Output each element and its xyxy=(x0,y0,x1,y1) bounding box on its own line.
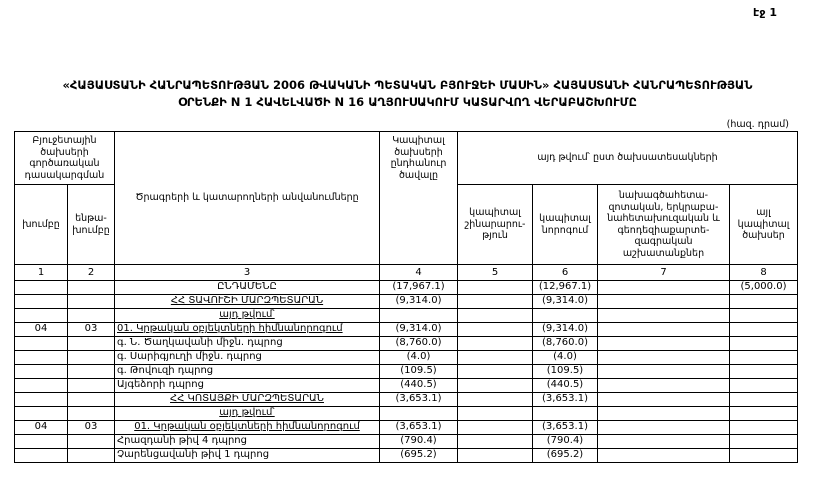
cell-col1 xyxy=(15,309,68,323)
cell-col4: (4.0) xyxy=(380,351,458,365)
cell-col4: (9,314.0) xyxy=(380,295,458,309)
cell-col5 xyxy=(458,365,533,379)
cell-col6: (9,314.0) xyxy=(533,323,598,337)
cell-col6: (9,314.0) xyxy=(533,295,598,309)
column-number-5: 5 xyxy=(458,265,533,281)
cell-col2 xyxy=(68,435,115,449)
table-row xyxy=(15,309,798,323)
cell-col6: (109.5) xyxy=(533,365,598,379)
cell-col8 xyxy=(730,337,798,351)
table-row xyxy=(15,281,798,295)
cell-col1: 04 xyxy=(15,421,68,435)
cell-col5 xyxy=(458,421,533,435)
cell-col7 xyxy=(598,281,730,295)
column-numbers-row xyxy=(15,265,798,281)
cell-col1: 04 xyxy=(15,323,68,337)
cell-col2 xyxy=(68,449,115,463)
column-number-2: 2 xyxy=(68,265,115,281)
cell-col2 xyxy=(68,393,115,407)
cell-col5 xyxy=(458,393,533,407)
cell-col7 xyxy=(598,309,730,323)
cell-col8 xyxy=(730,449,798,463)
header-subgroup: ենթա-խումբը xyxy=(68,185,115,265)
cell-col8 xyxy=(730,365,798,379)
cell-col5 xyxy=(458,281,533,295)
cell-col3: 01. Կրթական օբյեկտների հիմնանորոգում xyxy=(115,421,380,435)
table-row xyxy=(15,393,798,407)
cell-col6: (3,653.1) xyxy=(533,393,598,407)
cell-col8: (5,000.0) xyxy=(730,281,798,295)
header-other-capital: այլ կապիտալ ծախսեր xyxy=(730,185,798,265)
cell-col8 xyxy=(730,379,798,393)
table-row xyxy=(15,365,798,379)
column-number-3: 3 xyxy=(115,265,380,281)
cell-col6: (3,653.1) xyxy=(533,421,598,435)
cell-col4: (3,653.1) xyxy=(380,393,458,407)
cell-col7 xyxy=(598,323,730,337)
cell-col8 xyxy=(730,295,798,309)
cell-col3: այդ թվում՝ xyxy=(115,407,380,421)
cell-col8 xyxy=(730,309,798,323)
cell-col2 xyxy=(68,337,115,351)
cell-col1 xyxy=(15,407,68,421)
cell-col1 xyxy=(15,337,68,351)
cell-col4: (3,653.1) xyxy=(380,421,458,435)
header-functional-classification: Բյուջետային ծախսերի գործառական դասակարգման xyxy=(15,132,115,185)
table-row xyxy=(15,295,798,309)
cell-col5 xyxy=(458,351,533,365)
cell-col2 xyxy=(68,351,115,365)
cell-col6 xyxy=(533,407,598,421)
cell-col3: գ. Թովուզի դպրոց xyxy=(115,365,380,379)
cell-col7 xyxy=(598,295,730,309)
cell-col3: Հրազդանի թիվ 4 դպրոց xyxy=(115,435,380,449)
cell-col2 xyxy=(68,309,115,323)
cell-col2: 03 xyxy=(68,421,115,435)
cell-col6: (12,967.1) xyxy=(533,281,598,295)
document-title xyxy=(0,77,815,111)
header-capital-construction: կապիտալ շինարարու-թյուն xyxy=(458,185,533,265)
header-capital-total: Կապիտալ ծախսերի ընդհանուր ծավալը xyxy=(380,132,458,265)
cell-col7 xyxy=(598,337,730,351)
cell-col5 xyxy=(458,407,533,421)
table-row xyxy=(15,323,798,337)
cell-col4 xyxy=(380,309,458,323)
cell-col1 xyxy=(15,365,68,379)
cell-col3: ՀՀ ԿՈՏԱՅՔԻ ՄԱՐԶՊԵՏԱՐԱՆ xyxy=(115,393,380,407)
cell-col3: ԸՆԴԱՄԵՆԸ xyxy=(115,281,380,295)
cell-col6: (695.2) xyxy=(533,449,598,463)
cell-col7 xyxy=(598,393,730,407)
cell-col3: Այգեձորի դպրոց xyxy=(115,379,380,393)
cell-col5 xyxy=(458,295,533,309)
cell-col8 xyxy=(730,323,798,337)
cell-col4 xyxy=(380,407,458,421)
cell-col6: (790.4) xyxy=(533,435,598,449)
cell-col1 xyxy=(15,295,68,309)
cell-col2: 03 xyxy=(68,323,115,337)
page-number: էջ 1 xyxy=(753,6,777,19)
cell-col3: ՀՀ ՏԱՎՈՒՇԻ ՄԱՐԶՊԵՏԱՐԱՆ xyxy=(115,295,380,309)
cell-col3: գ. Սարիգյուղի միջն. դպրոց xyxy=(115,351,380,365)
cell-col7 xyxy=(598,351,730,365)
table-row xyxy=(15,379,798,393)
cell-col6: (8,760.0) xyxy=(533,337,598,351)
cell-col7 xyxy=(598,449,730,463)
cell-col5 xyxy=(458,323,533,337)
cell-col8 xyxy=(730,407,798,421)
cell-col7 xyxy=(598,435,730,449)
cell-col8 xyxy=(730,421,798,435)
cell-col8 xyxy=(730,435,798,449)
cell-col1 xyxy=(15,435,68,449)
cell-col2 xyxy=(68,379,115,393)
header-group: խումբը xyxy=(15,185,68,265)
cell-col1 xyxy=(15,449,68,463)
column-number-4: 4 xyxy=(380,265,458,281)
cell-col4: (695.2) xyxy=(380,449,458,463)
cell-col7 xyxy=(598,365,730,379)
document-title-line1: «ՀԱՅԱՍՏԱՆԻ ՀԱՆՐԱՊԵՏՈՒԹՅԱՆ 2006 ԹՎԱԿԱՆԻ ՊԵՏԱԿԱՆ ԲՅՈՒՋԵԻ ՄԱՍԻՆ» ՀԱՅԱՍՏԱՆԻ ՀԱՆՐԱՊԵՏՈՒԹՅԱՆ xyxy=(62,78,753,92)
cell-col2 xyxy=(68,407,115,421)
document-title-line2: ՕՐԵՆՔԻ N 1 ՀԱՎԵԼՎԱԾԻ N 16 ԱՂՅՈՒՍԱԿՈՒՄ ԿԱՏԱՐՎՈՂ ՎԵՐԱԲԱՇԽՈՒՄԸ xyxy=(178,95,637,109)
cell-col2 xyxy=(68,365,115,379)
cell-col1 xyxy=(15,379,68,393)
cell-col4: (109.5) xyxy=(380,365,458,379)
cell-col4: (9,314.0) xyxy=(380,323,458,337)
redistribution-table xyxy=(14,131,798,463)
column-number-6: 6 xyxy=(533,265,598,281)
table-row xyxy=(15,407,798,421)
cell-col4: (17,967.1) xyxy=(380,281,458,295)
cell-col5 xyxy=(458,449,533,463)
cell-col5 xyxy=(458,379,533,393)
cell-col4: (440.5) xyxy=(380,379,458,393)
cell-col6 xyxy=(533,309,598,323)
table-row xyxy=(15,435,798,449)
cell-col4: (8,760.0) xyxy=(380,337,458,351)
header-programs-performers: Ծրագրերի և կատարողների անվանումները xyxy=(115,132,380,265)
cell-col7 xyxy=(598,407,730,421)
cell-col2 xyxy=(68,281,115,295)
cell-col6: (4.0) xyxy=(533,351,598,365)
cell-col5 xyxy=(458,435,533,449)
cell-col3: Չարենցավանի թիվ 1 դպրոց xyxy=(115,449,380,463)
cell-col6: (440.5) xyxy=(533,379,598,393)
units-label: (հազ. դրամ) xyxy=(726,119,789,130)
cell-col3: գ. Ն. Ծաղկավանի միջն. դպրոց xyxy=(115,337,380,351)
cell-col7 xyxy=(598,421,730,435)
cell-col5 xyxy=(458,337,533,351)
cell-col1 xyxy=(15,281,68,295)
table-row xyxy=(15,337,798,351)
column-number-8: 8 xyxy=(730,265,798,281)
cell-col3: 01. Կրթական օբյեկտների հիմնանորոգում xyxy=(115,323,380,337)
table-row xyxy=(15,351,798,365)
header-by-expense-type: այդ թվում՝ ըստ ծախսատեսակների xyxy=(458,132,798,185)
cell-col3: այդ թվում՝ xyxy=(115,309,380,323)
cell-col4: (790.4) xyxy=(380,435,458,449)
cell-col8 xyxy=(730,393,798,407)
table-row xyxy=(15,421,798,435)
header-capital-repair: կապիտալ նորոգում xyxy=(533,185,598,265)
cell-col2 xyxy=(68,295,115,309)
cell-col1 xyxy=(15,393,68,407)
cell-col7 xyxy=(598,379,730,393)
column-number-1: 1 xyxy=(15,265,68,281)
table-row xyxy=(15,449,798,463)
header-design-survey-works: նախագծահետա-զոտական, երկրաբա-նահետախուզական և գեոդեզիաքարտե-զագրական աշխատանքներ xyxy=(598,185,730,265)
cell-col8 xyxy=(730,351,798,365)
column-number-7: 7 xyxy=(598,265,730,281)
cell-col5 xyxy=(458,309,533,323)
cell-col1 xyxy=(15,351,68,365)
table-body xyxy=(15,281,798,463)
table-header xyxy=(15,132,798,281)
